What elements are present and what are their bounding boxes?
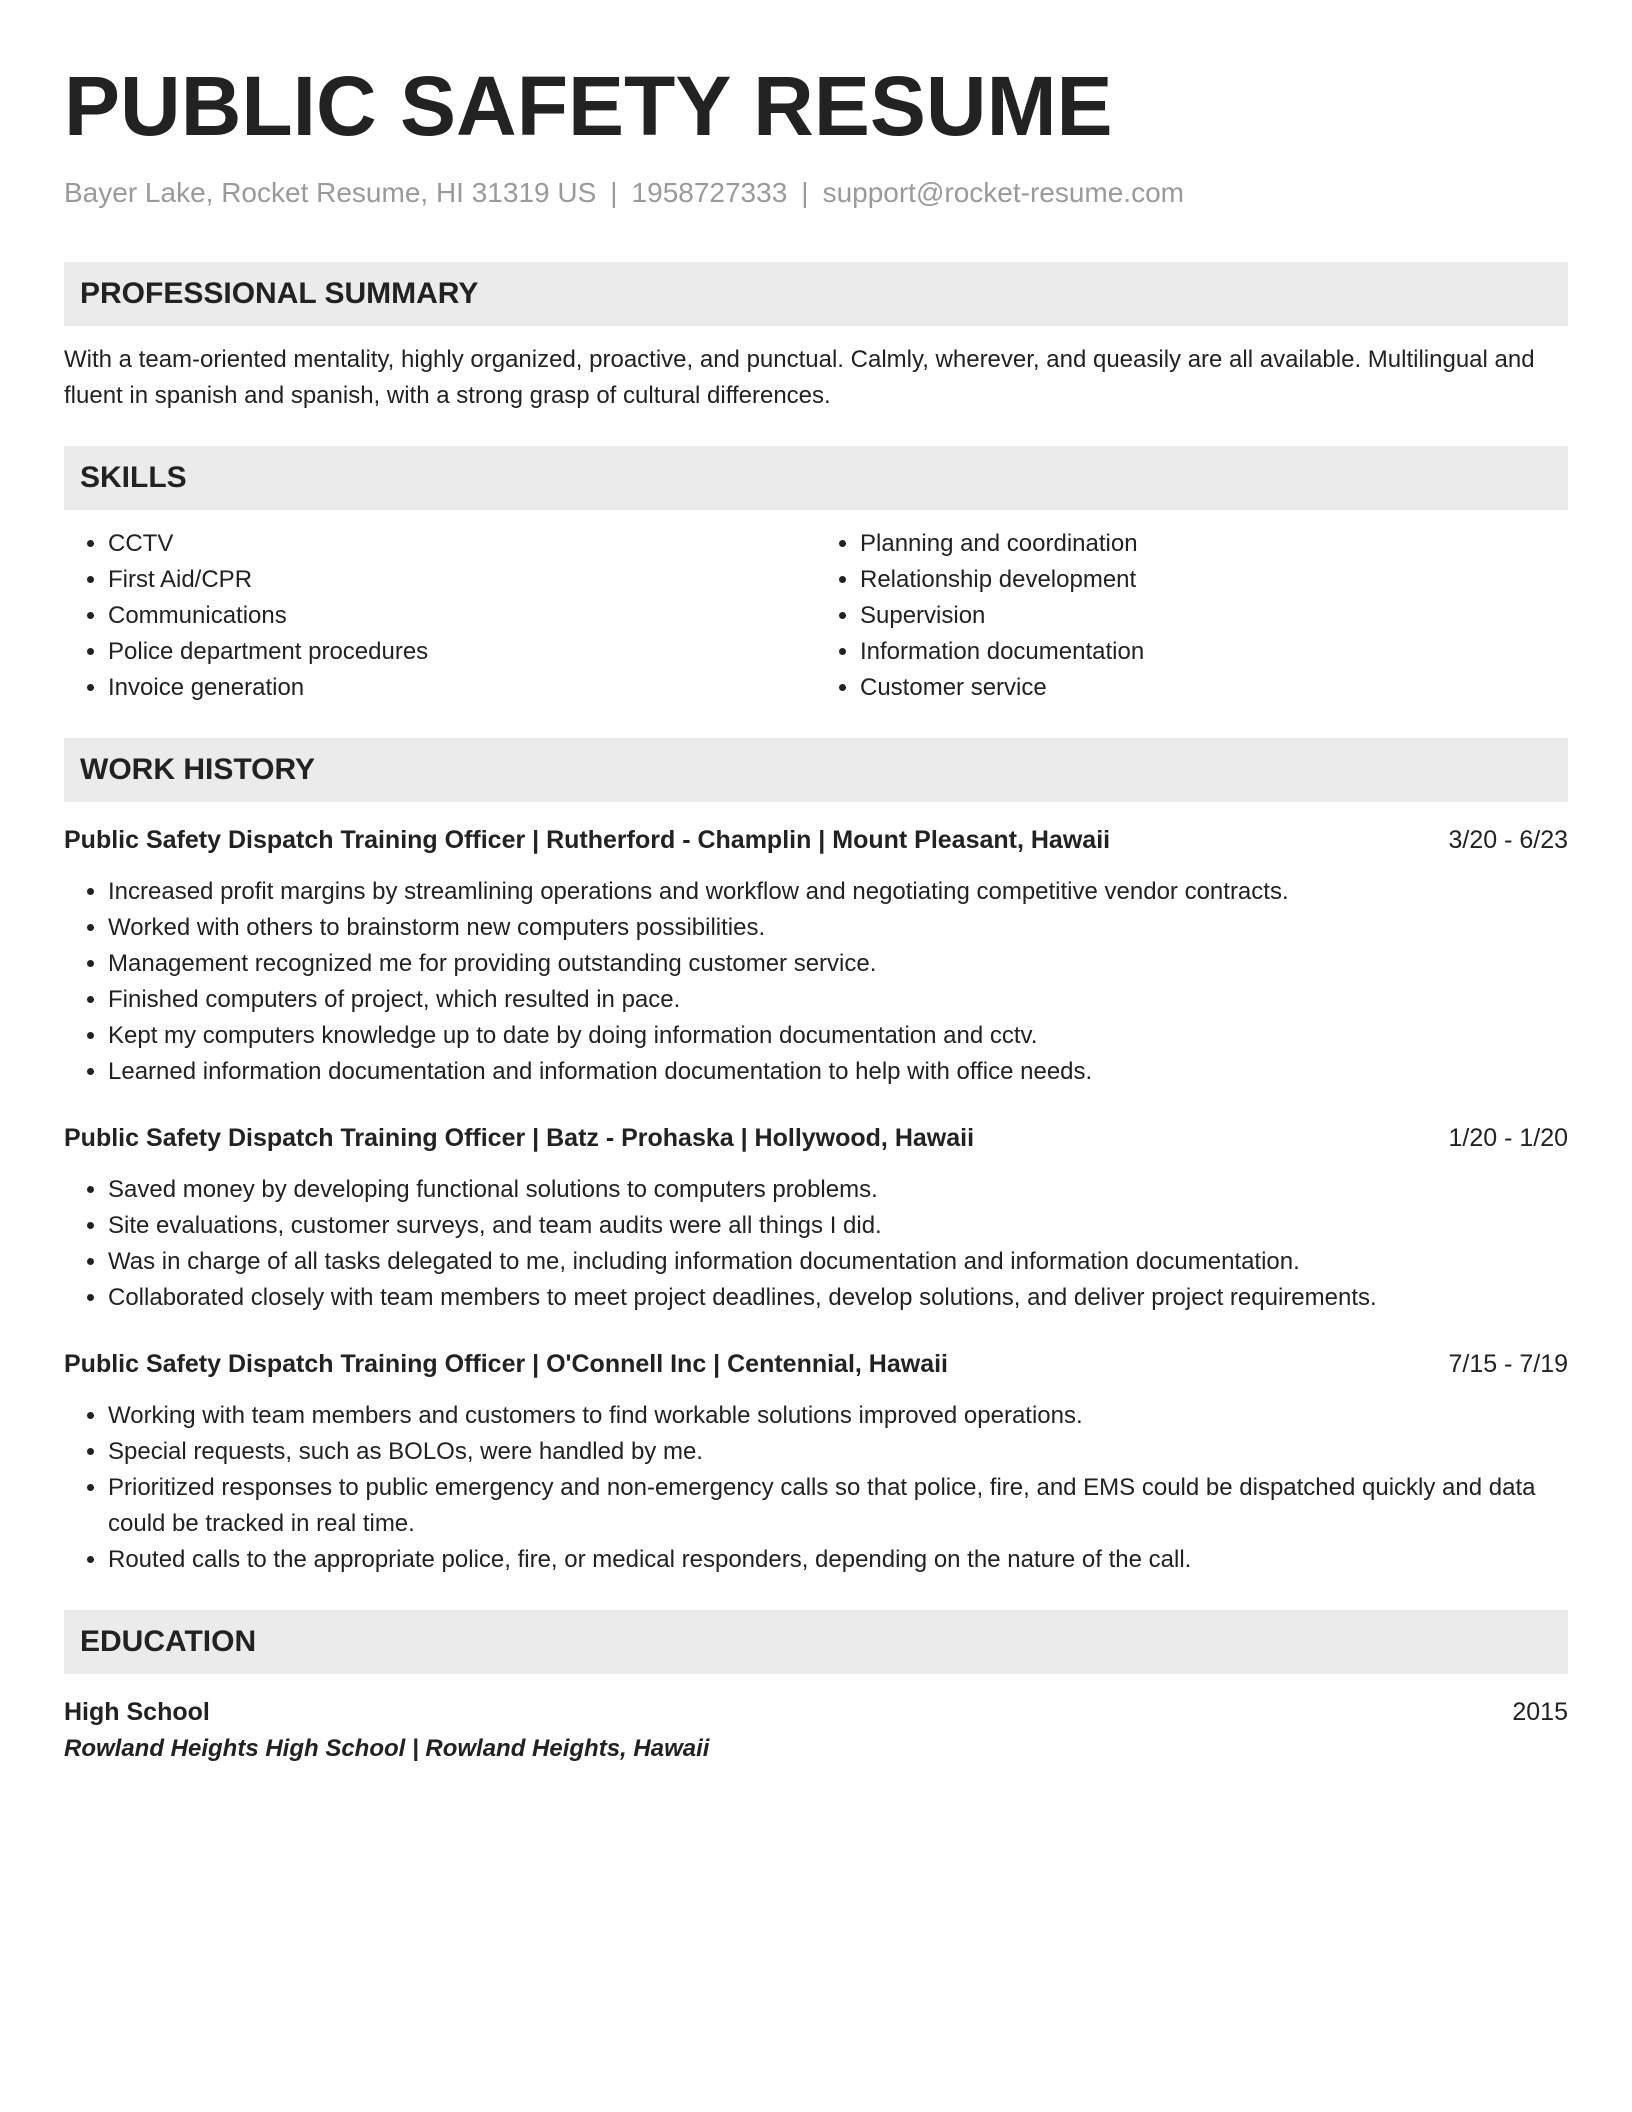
job-bullets [64, 1172, 1568, 1316]
job-title: Public Safety Dispatch Training Officer | Batz - Prohaska | Hollywood, Hawaii [64, 1124, 975, 1152]
skills-column-right [816, 526, 1568, 706]
job-bullet: • Saved money by developing functional solutions to computers problems. [108, 1172, 1568, 1208]
job-bullet: • Was in charge of all tasks delegated to me, including information documentation and information documentation. [108, 1244, 1568, 1280]
job-header [64, 1120, 1568, 1156]
job-bullet: • Special requests, such as BOLOs, were handled by me. [108, 1434, 1568, 1470]
education-degree: High School [64, 1698, 210, 1726]
job-title: Public Safety Dispatch Training Officer | Rutherford - Champlin | Mount Pleasant, Hawaii [64, 826, 1111, 854]
summary-text: With a team-oriented mentality, highly organized, proactive, and punctual. Calmly, wherever, and queasily are all available. Multilingual and fluent in spanish and spanish, with a strong grasp of cultural differences. [64, 346, 1535, 409]
job-bullet: • Routed calls to the appropriate police, fire, or medical responders, depending on the nature of the call. [108, 1542, 1568, 1578]
summary-heading: PROFESSIONAL SUMMARY [64, 262, 1568, 326]
job-bullet: • Learned information documentation and information documentation to help with office needs. [108, 1054, 1568, 1090]
job-dates: 7/15 - 7/19 [1448, 1350, 1568, 1378]
skill-item: • Planning and coordination [860, 526, 1568, 562]
contact-line [64, 176, 1568, 210]
job-entry [64, 822, 1568, 1090]
job-bullets [64, 874, 1568, 1090]
job-dates: 3/20 - 6/23 [1448, 826, 1568, 854]
job-bullet: • Management recognized me for providing outstanding customer service. [108, 946, 1568, 982]
skills-list [64, 526, 1568, 706]
skill-item: • Relationship development [860, 562, 1568, 598]
contact-address: Bayer Lake, Rocket Resume, HI 31319 US [64, 177, 597, 208]
skill-item: • Supervision [860, 598, 1568, 634]
contact-separator: | [610, 177, 618, 208]
job-bullet: • Increased profit margins by streamlining operations and workflow and negotiating competitive vendor contracts. [108, 874, 1568, 910]
education-year: 2015 [1512, 1698, 1568, 1726]
job-bullet: • Kept my computers knowledge up to date by doing information documentation and cctv. [108, 1018, 1568, 1054]
job-bullet: • Working with team members and customers to find workable solutions improved operations. [108, 1398, 1568, 1434]
job-dates: 1/20 - 1/20 [1448, 1124, 1568, 1152]
skill-item: • First Aid/CPR [108, 562, 816, 598]
education-school: Rowland Heights High School | Rowland Heights, Hawaii [64, 1735, 710, 1762]
skill-item: • Customer service [860, 670, 1568, 706]
skill-item: • CCTV [108, 526, 816, 562]
job-entry [64, 1346, 1568, 1578]
job-bullets [64, 1398, 1568, 1578]
job-header [64, 1346, 1568, 1382]
job-bullet: • Worked with others to brainstorm new computers possibilities. [108, 910, 1568, 946]
job-header [64, 822, 1568, 858]
skill-item: • Police department procedures [108, 634, 816, 670]
skills-heading: SKILLS [64, 446, 1568, 510]
skill-item: • Invoice generation [108, 670, 816, 706]
work-history-heading: WORK HISTORY [64, 738, 1568, 802]
job-entry [64, 1120, 1568, 1316]
contact-phone: 1958727333 [631, 177, 788, 208]
contact-separator: | [801, 177, 809, 208]
resume-title: PUBLIC SAFETY RESUME [64, 59, 1113, 153]
contact-email: support@rocket-resume.com [822, 177, 1184, 208]
job-bullet: • Finished computers of project, which resulted in pace. [108, 982, 1568, 1018]
job-bullet: • Collaborated closely with team members to meet project deadlines, develop solutions, and deliver project requirements. [108, 1280, 1568, 1316]
skill-item: • Information documentation [860, 634, 1568, 670]
job-bullet: • Site evaluations, customer surveys, and team audits were all things I did. [108, 1208, 1568, 1244]
education-header [64, 1694, 1568, 1730]
education-entry [64, 1694, 1568, 1768]
education-heading: EDUCATION [64, 1610, 1568, 1674]
skills-column-left [64, 526, 816, 706]
skill-item: • Communications [108, 598, 816, 634]
job-title: Public Safety Dispatch Training Officer | O'Connell Inc | Centennial, Hawaii [64, 1350, 948, 1378]
job-bullet: • Prioritized responses to public emergency and non-emergency calls so that police, fire, and EMS could be dispatched quickly and data could be tracked in real time. [108, 1470, 1568, 1542]
